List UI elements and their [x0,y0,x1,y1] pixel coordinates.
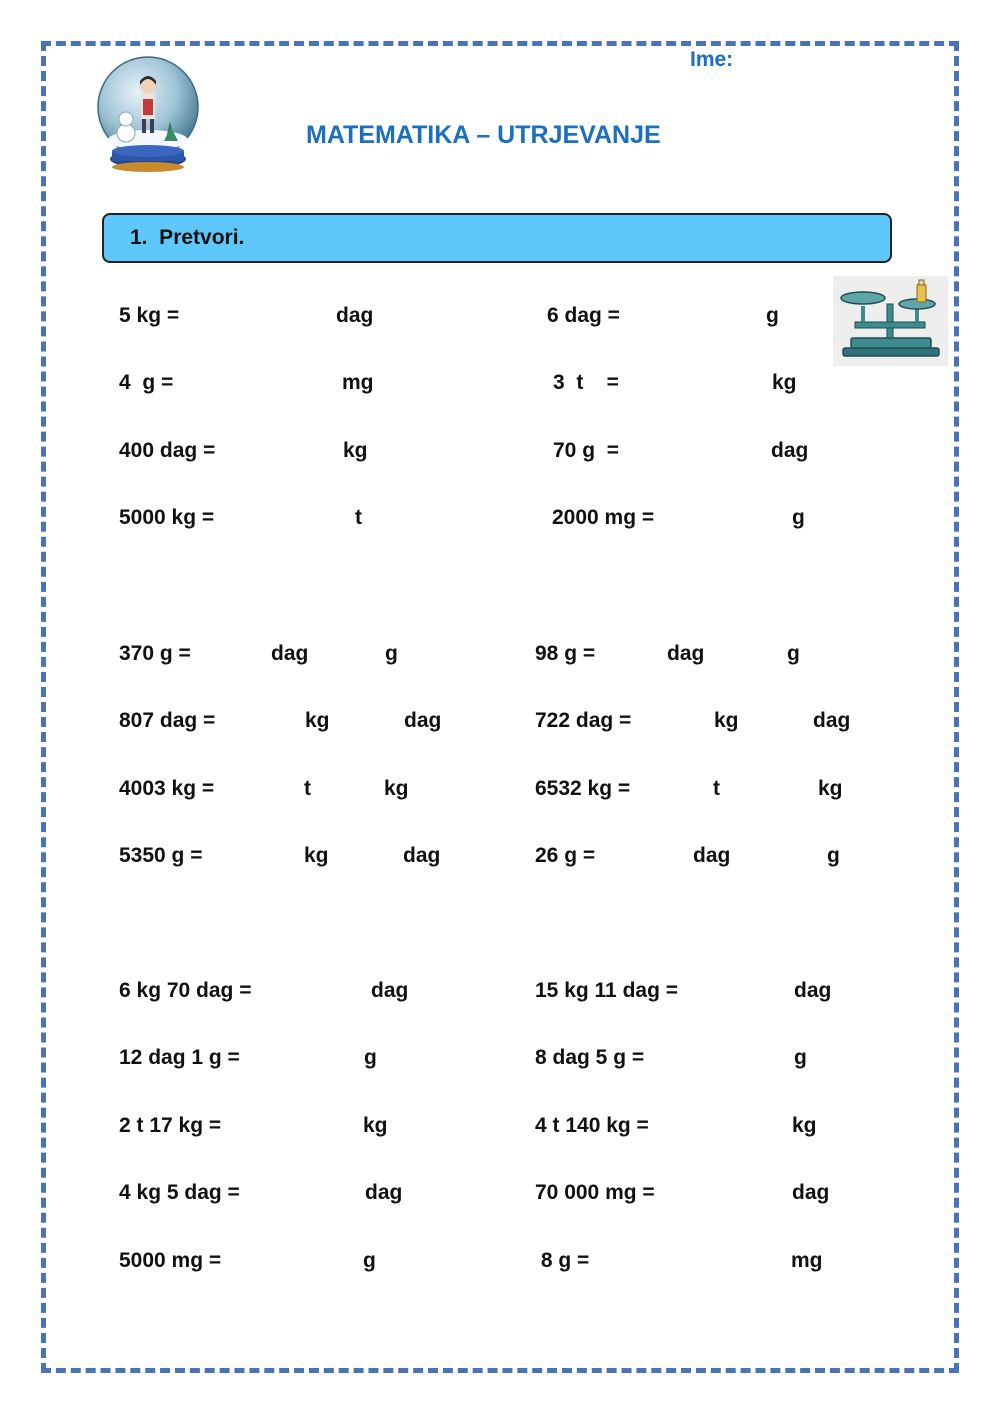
problem-expression: 722 dag = [535,709,632,732]
answer-unit: mg [342,371,374,394]
problem-expression: 5 kg = [119,304,180,327]
problem-expression: 5350 g = [119,844,203,867]
balance-scale-illustration [833,276,948,366]
answer-unit: dag [404,709,442,732]
answer-unit: mg [791,1249,823,1272]
problem-expression: 2 t 17 kg = [119,1114,222,1137]
problem-expression: 8 dag 5 g = [535,1046,645,1069]
answer-unit: dag [794,979,832,1002]
problem-expression: 70 000 mg = [535,1181,655,1204]
problem-expression: 6 kg 70 dag = [119,979,252,1002]
page-title: MATEMATIKA – UTRJEVANJE [306,121,661,149]
problem-expression: 6 dag = [547,304,620,327]
answer-unit: g [363,1249,376,1272]
answer-unit: dag [271,642,309,665]
answer-unit: dag [365,1181,403,1204]
problem-expression: 400 dag = [119,439,216,462]
answer-unit: dag [813,709,851,732]
answer-unit: dag [336,304,374,327]
name-label: Ime: [690,48,734,71]
problem-expression: 4003 kg = [119,777,215,800]
answer-unit: t [713,777,720,800]
problem-expression: 807 dag = [119,709,216,732]
answer-unit: dag [771,439,809,462]
problem-expression: 12 dag 1 g = [119,1046,240,1069]
answer-unit: g [787,642,800,665]
problem-expression: 26 g = [535,844,596,867]
answer-unit: kg [305,709,330,732]
problem-expression: 4 g = [119,371,174,394]
answer-unit: kg [304,844,329,867]
answer-unit: g [766,304,779,327]
answer-unit: dag [403,844,441,867]
problem-expression: 4 t 140 kg = [535,1114,649,1137]
problem-expression: 3 t = [553,371,619,394]
problem-expression: 70 g = [553,439,619,462]
answer-unit: g [827,844,840,867]
answer-unit: kg [818,777,843,800]
answer-unit: kg [343,439,368,462]
answer-unit: g [792,506,805,529]
answer-unit: kg [792,1114,817,1137]
answer-unit: g [794,1046,807,1069]
answer-unit: dag [693,844,731,867]
task-heading: 1. Pretvori. [130,226,245,249]
problem-expression: 8 g = [535,1249,590,1272]
answer-unit: kg [384,777,409,800]
problem-expression: 6532 kg = [535,777,631,800]
answer-unit: kg [714,709,739,732]
problem-expression: 4 kg 5 dag = [119,1181,240,1204]
answer-unit: dag [792,1181,830,1204]
answer-unit: kg [772,371,797,394]
answer-unit: dag [371,979,409,1002]
answer-unit: kg [363,1114,388,1137]
answer-unit: g [364,1046,377,1069]
answer-unit: t [355,506,362,529]
problem-expression: 15 kg 11 dag = [535,979,679,1002]
problem-expression: 5000 kg = [119,506,215,529]
snow-globe-illustration [96,55,202,175]
problem-expression: 2000 mg = [552,506,655,529]
answer-unit: g [385,642,398,665]
answer-unit: dag [667,642,705,665]
problem-expression: 370 g = [119,642,191,665]
problem-expression: 5000 mg = [119,1249,222,1272]
answer-unit: t [304,777,311,800]
problem-expression: 98 g = [535,642,596,665]
